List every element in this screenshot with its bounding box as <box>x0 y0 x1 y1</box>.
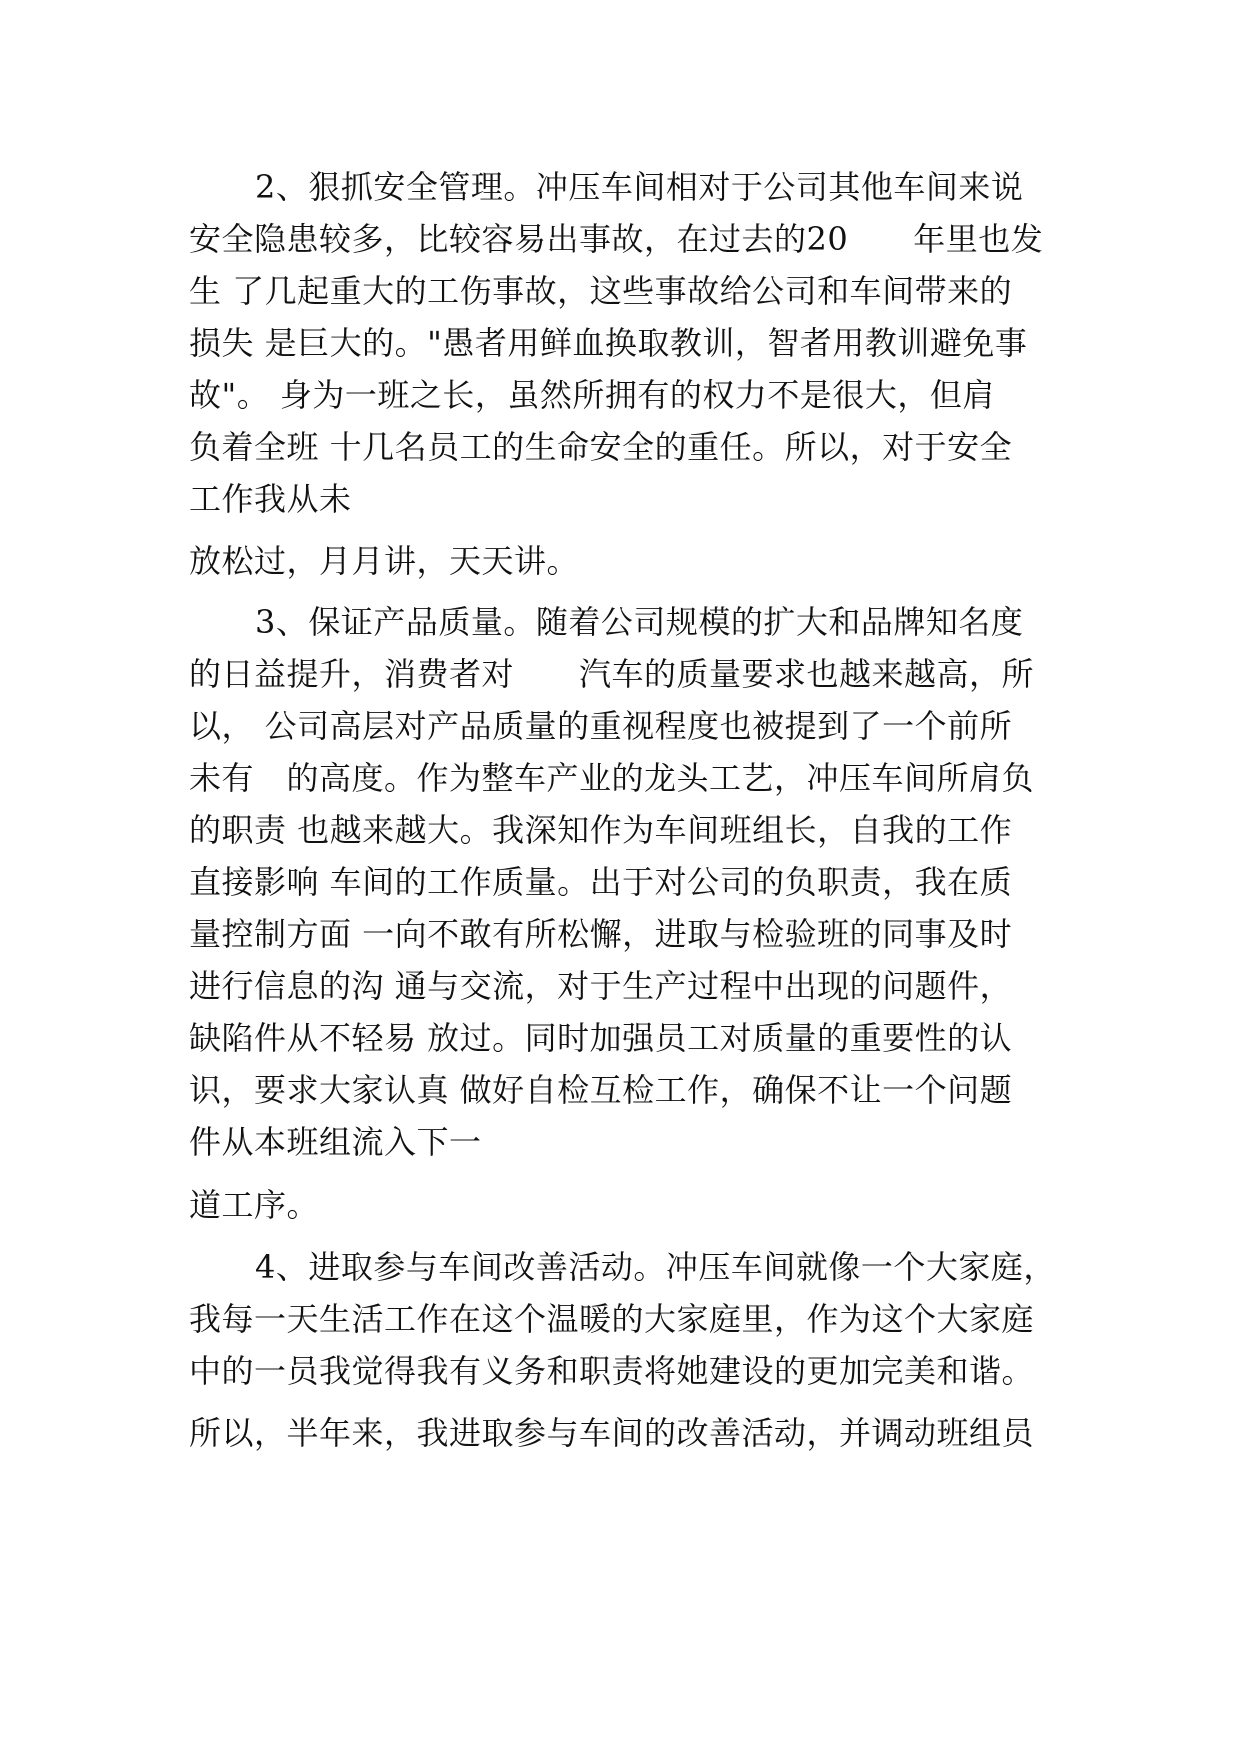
text-line: 识，要求大家认真 做好自检互检工作，确保不让一个问题 <box>189 1071 1013 1109</box>
text-line: 的日益提升，消费者对 汽车的质量要求也越来越高，所 <box>189 655 1035 693</box>
text-line: 负着全班 十几名员工的生命安全的重任。所以，对于安全 <box>189 428 1013 466</box>
text-line: 工作我从未 <box>189 480 352 518</box>
text-line: 的职责 也越来越大。我深知作为车间班组长，自我的工作 <box>189 811 1013 849</box>
text-line: 我每一天生活工作在这个温暖的大家庭里，作为这个大家庭 <box>189 1300 1035 1338</box>
text-line: 直接影响 车间的工作质量。出于对公司的负职责，我在质 <box>189 863 1013 901</box>
text-line: 道工序。 <box>189 1186 320 1224</box>
text-line: 损失 是巨大的。"愚者用鲜血换取教训，智者用教训避免事 <box>189 324 1028 362</box>
text-line: 进行信息的沟 通与交流，对于生产过程中出现的问题件， <box>189 967 1013 1005</box>
text-line: 故"。 身为一班之长，虽然所拥有的权力不是很大，但肩 <box>189 376 995 414</box>
text-line: 4、进取参与车间改善活动。冲压车间就像一个大家庭， <box>255 1248 1056 1286</box>
text-line: 2、狠抓安全管理。冲压车间相对于公司其他车间来说 <box>255 168 1024 206</box>
text-line: 放松过，月月讲，天天讲。 <box>189 542 580 580</box>
text-line: 3、保证产品质量。随着公司规模的扩大和品牌知名度 <box>255 603 1024 641</box>
text-line: 以， 公司高层对产品质量的重视程度也被提到了一个前所 <box>189 707 1013 745</box>
text-line: 中的一员我觉得我有义务和职责将她建设的更加完美和谐。 <box>189 1352 1035 1390</box>
text-line: 未有 的高度。作为整车产业的龙头工艺，冲压车间所肩负 <box>189 759 1035 797</box>
text-line: 缺陷件从不轻易 放过。同时加强员工对质量的重要性的认 <box>189 1019 1013 1057</box>
text-line: 量控制方面 一向不敢有所松懈，进取与检验班的同事及时 <box>189 915 1013 953</box>
text-line: 安全隐患较多，比较容易出事故，在过去的20 年里也发 <box>189 220 1044 258</box>
text-line: 件从本班组流入下一 <box>189 1123 482 1161</box>
text-line: 所以，半年来，我进取参与车间的改善活动，并调动班组员 <box>189 1414 1035 1452</box>
text-line: 生 了几起重大的工伤事故，这些事故给公司和车间带来的 <box>189 272 1013 310</box>
